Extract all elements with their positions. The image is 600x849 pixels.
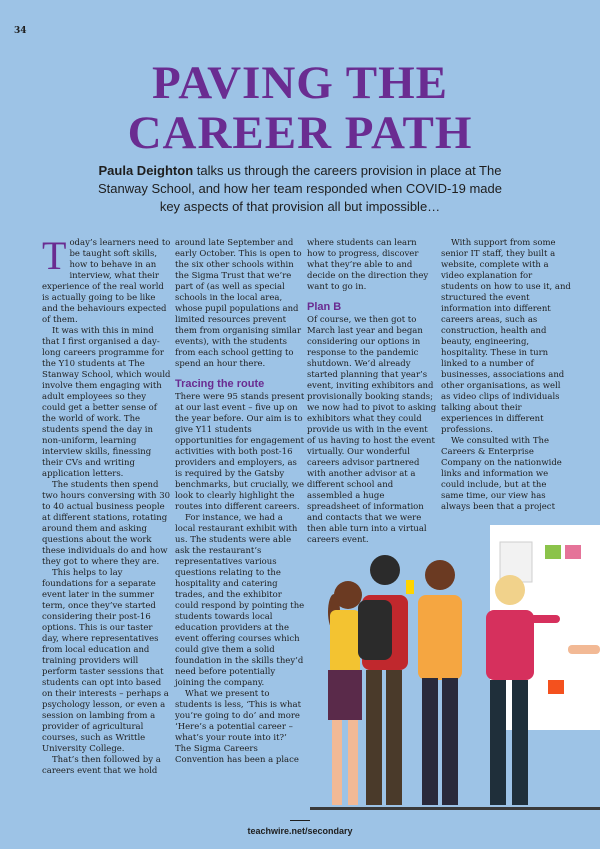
paragraph: The students then spend two hours conversing with 30 to 40 actual business people at different stations, rotating around them and asking questions about the work these individuals do and how they got to where they are. xyxy=(42,480,171,567)
standfirst xyxy=(90,162,510,216)
student-figure-yellow-top xyxy=(418,560,462,805)
page-number: 34 xyxy=(14,26,27,36)
paragraph: There were 95 stands present at our last event – five up on the year before. Our aim is to give Y11 students opportunities for engagement activities with both post-16 providers and employers, as is required by the Gatsby benchmarks, but crucially, we look to clearly highlight the routes into different careers. xyxy=(175,392,305,512)
article-column-3 xyxy=(307,238,437,546)
student-figure-girl xyxy=(328,581,362,805)
author-name: Paula Deighton xyxy=(98,163,194,178)
paragraph: We consulted with The Careers & Enterprise Company on the nationwide links and information we could include, but at the same time, our view has always been that a project xyxy=(441,436,562,512)
paragraph: where students can learn how to progress, discover what they’re able to and decide on the direction they want to go in. xyxy=(307,238,429,292)
footer-url: teachwire.net/secondary xyxy=(247,826,353,836)
paragraph: With support from some senior IT staff, they built a website, complete with a video explanation for students on how to use it, and structured the event information into different careers areas, such as construction, health and beauty, engineering, hospitality. These in turn linked to a number of businesses, associations and other organisations, as well as video clips of individuals talking about their experiences in different professions. xyxy=(441,238,571,435)
sticky-note xyxy=(565,545,581,559)
students-at-board-illustration xyxy=(300,520,600,820)
footer-rule xyxy=(290,820,310,821)
adult-hand xyxy=(568,645,600,654)
paragraph: It was with this in mind that I first organised a day-long careers programme for the Y10 students at The Stanway School, which would involve them engaging with adult employees so they could get a better sense of the world of work. The students spend the day in non-uniform, learning interview skills, finessing their CVs and writing application letters. xyxy=(42,326,171,479)
paragraph: For instance, we had a local restaurant exhibit with us. The students were able ask the restaurant’s representatives various questions relating to the hospitality and catering trades, and the exhibitor could respond by pointing the students towards local education providers at the event offering courses which could give them a solid foundation in the skills they’d need before potentially joining the company. xyxy=(175,513,305,688)
paragraph: What we present to students is less, ‘This is what you’re going to do’ and more ‘Here’s a potential career – what’s your route into it?’ The Sigma Careers Convention has been a place xyxy=(175,689,301,765)
headline-line-2: CAREER PATH xyxy=(127,107,473,159)
headline-line-1: PAVING THE xyxy=(152,57,448,109)
sticky-note xyxy=(545,545,561,559)
standfirst-text: talks us through the careers provision in place at The Stanway School, and how her team responded when COVID-19 made key aspects of that provision all but impossible… xyxy=(98,163,502,214)
paragraph: This helps to lay foundations for a separate event later in the summer term, once they’ve started considering their post-16 options. This is our taster day, where representatives from local education and training providers will perform taster sessions that students can opt into based on their interests – perhaps a psychology lesson, or even a session on lambing from a provider of agricultural courses, such as Writtle University College. xyxy=(42,568,169,754)
subhead-plan-b: Plan B xyxy=(307,301,342,313)
floor-line xyxy=(310,807,600,810)
paragraph: Today’s learners need to be taught soft skills, how to behave in an interview, what their experience of the real world is actually going to be like and the behaviours expected of them. xyxy=(42,233,171,325)
headline xyxy=(0,58,600,158)
drop-cap: T xyxy=(42,233,67,278)
article-column-1 xyxy=(42,233,172,777)
paragraph: That’s then followed by a careers event that we hold xyxy=(42,755,161,776)
subhead-tracing-the-route: Tracing the route xyxy=(175,378,265,390)
sticky-note xyxy=(548,680,564,694)
paragraph: Of course, we then got to March last year and began considering our options in response to the pandemic shutdown. We’d already started planning that year’s event, inviting exhibitors and provisionally booking stands; we now had to pivot to asking exhibitors what they could provide us with in the event of us having to host the event virtually. Our wonderful careers advisor partnered with another advisor at a different school and assembled a huge spreadsheet of information and contacts that we were then able turn into a virtual careers event. xyxy=(307,315,437,545)
paragraph: around late September and early October. This is open to the six other schools within the Sigma Trust that we’re part of (as well as special schools in the local area, whose pupil populations and limited resources prevent them from organising similar events), with the students from each school getting to spend an hour there. xyxy=(175,238,302,369)
article-column-4 xyxy=(441,238,571,513)
article-column-2 xyxy=(175,238,305,766)
student-figure-backpack xyxy=(358,555,414,805)
